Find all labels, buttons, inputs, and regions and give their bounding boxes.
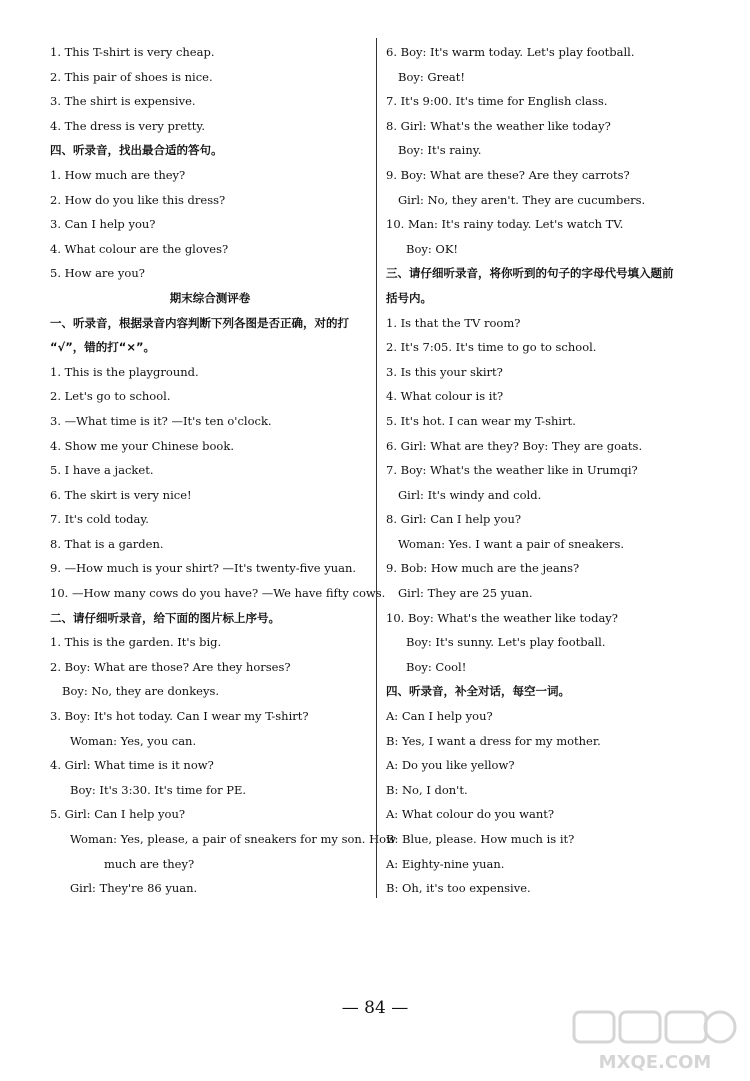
right-column: [386, 40, 726, 901]
text-line: A: Eighty-nine yuan.: [386, 856, 505, 871]
watermark-logo: [570, 1008, 740, 1074]
text-line: Boy: No, they are donkeys.: [62, 684, 220, 699]
watermark-text: MXQE.COM: [598, 1052, 712, 1073]
text-line: 3. The shirt is expensive.: [50, 94, 196, 109]
text-line: 5. Girl: Can I help you?: [50, 807, 186, 822]
text-line: 10. —How many cows do you have? —We have fifty cows.: [50, 586, 386, 601]
text-line: 1. This is the garden. It's big.: [50, 635, 222, 650]
text-line: 9. —How much is your shirt? —It's twenty-five yuan.: [50, 561, 357, 576]
text-line: 2. This pair of shoes is nice.: [50, 69, 213, 84]
text-line: Boy: It's rainy.: [398, 143, 482, 158]
text-line: 7. Boy: What's the weather like in Urumqi?: [386, 463, 638, 478]
text-line: 2. Boy: What are those? Are they horses?: [50, 659, 291, 674]
text-line: 1. This T-shirt is very cheap.: [50, 45, 215, 59]
text-line: Boy: It's sunny. Let's play football.: [406, 635, 606, 650]
text-line: Woman: Yes, please, a pair of sneakers for my son. How: [70, 832, 396, 846]
section-heading: 期末综合测评卷: [169, 290, 251, 305]
text-line: 3. Is this your skirt?: [386, 364, 503, 379]
text-line: Boy: OK!: [406, 241, 459, 256]
text-line: 4. What colour is it?: [386, 389, 504, 404]
text-line: B: No, I don't.: [386, 782, 468, 797]
text-line: A: What colour do you want?: [386, 807, 555, 822]
text-line: Boy: It's 3:30. It's time for PE.: [70, 782, 247, 797]
section-heading: 二、请仔细听录音，给下面的图片标上序号。: [50, 610, 280, 625]
text-line: Woman: Yes. I want a pair of sneakers.: [398, 536, 625, 551]
text-line: 8. Girl: Can I help you?: [386, 512, 522, 527]
text-line: A: Do you like yellow?: [386, 758, 515, 773]
text-line: 6. Boy: It's warm today. Let's play football.: [386, 45, 635, 59]
text-line: 4. What colour are the gloves?: [50, 241, 229, 256]
text-line: 10. Boy: What's the weather like today?: [386, 610, 618, 625]
text-line: 6. The skirt is very nice!: [50, 487, 192, 502]
text-line: 8. Girl: What's the weather like today?: [386, 118, 611, 133]
section-heading: 四、听录音，找出最合适的答句。: [50, 143, 223, 158]
text-line: 3. Boy: It's hot today. Can I wear my T-shirt?: [50, 709, 309, 724]
text-line: Boy: Cool!: [406, 659, 467, 674]
text-line: 5. How are you?: [50, 266, 145, 281]
text-line: 2. How do you like this dress?: [50, 192, 226, 207]
text-line: 8. That is a garden.: [50, 536, 164, 551]
text-line: 9. Boy: What are these? Are they carrots?: [386, 167, 630, 182]
text-line: 1. Is that the TV room?: [386, 315, 521, 330]
text-line: 4. The dress is very pretty.: [50, 118, 206, 133]
section-heading: 三、请仔细听录音，将你听到的句子的字母代号填入题前: [386, 266, 674, 281]
left-column: [50, 40, 396, 901]
text-line: 5. I have a jacket.: [50, 463, 154, 478]
section-heading: 一、听录音，根据录音内容判断下列各图是否正确，对的打: [50, 315, 349, 330]
text-line: A: Can I help you?: [386, 709, 493, 724]
text-line: much are they?: [104, 856, 195, 871]
text-line: 10. Man: It's rainy today. Let's watch TV.: [386, 217, 624, 232]
text-line: Girl: They are 25 yuan.: [398, 586, 533, 601]
text-line: 9. Bob: How much are the jeans?: [386, 561, 580, 576]
text-line: Girl: It's windy and cold.: [398, 487, 542, 502]
section-heading: “√”，错的打“×”。: [50, 340, 156, 355]
text-line: 2. It's 7:05. It's time to go to school.: [386, 340, 597, 355]
section-heading: 括号内。: [386, 290, 432, 305]
text-line: B: Blue, please. How much is it?: [386, 832, 575, 846]
page-number: — 84 —: [341, 998, 409, 1018]
text-line: B: Oh, it's too expensive.: [386, 881, 531, 896]
text-line: Woman: Yes, you can.: [70, 733, 197, 748]
section-heading: 四、听录音，补全对话，每空一词。: [386, 684, 570, 699]
text-line: 2. Let's go to school.: [50, 389, 171, 404]
text-line: 7. It's 9:00. It's time for English class.: [386, 94, 608, 109]
text-line: 3. —What time is it? —It's ten o'clock.: [50, 413, 272, 428]
text-line: 4. Girl: What time is it now?: [50, 758, 214, 773]
text-line: 7. It's cold today.: [50, 512, 149, 527]
text-line: Boy: Great!: [398, 69, 465, 84]
text-line: Girl: They're 86 yuan.: [70, 881, 198, 896]
column-divider: [376, 38, 377, 898]
text-line: 4. Show me your Chinese book.: [50, 438, 234, 453]
text-line: B: Yes, I want a dress for my mother.: [386, 733, 601, 748]
text-line: 6. Girl: What are they? Boy: They are goats.: [386, 438, 643, 453]
text-line: Girl: No, they aren't. They are cucumbers.: [398, 192, 646, 207]
text-line: 5. It's hot. I can wear my T-shirt.: [386, 413, 576, 428]
text-line: 1. This is the playground.: [50, 364, 199, 379]
text-line: 3. Can I help you?: [50, 217, 156, 232]
text-line: 1. How much are they?: [50, 167, 186, 182]
